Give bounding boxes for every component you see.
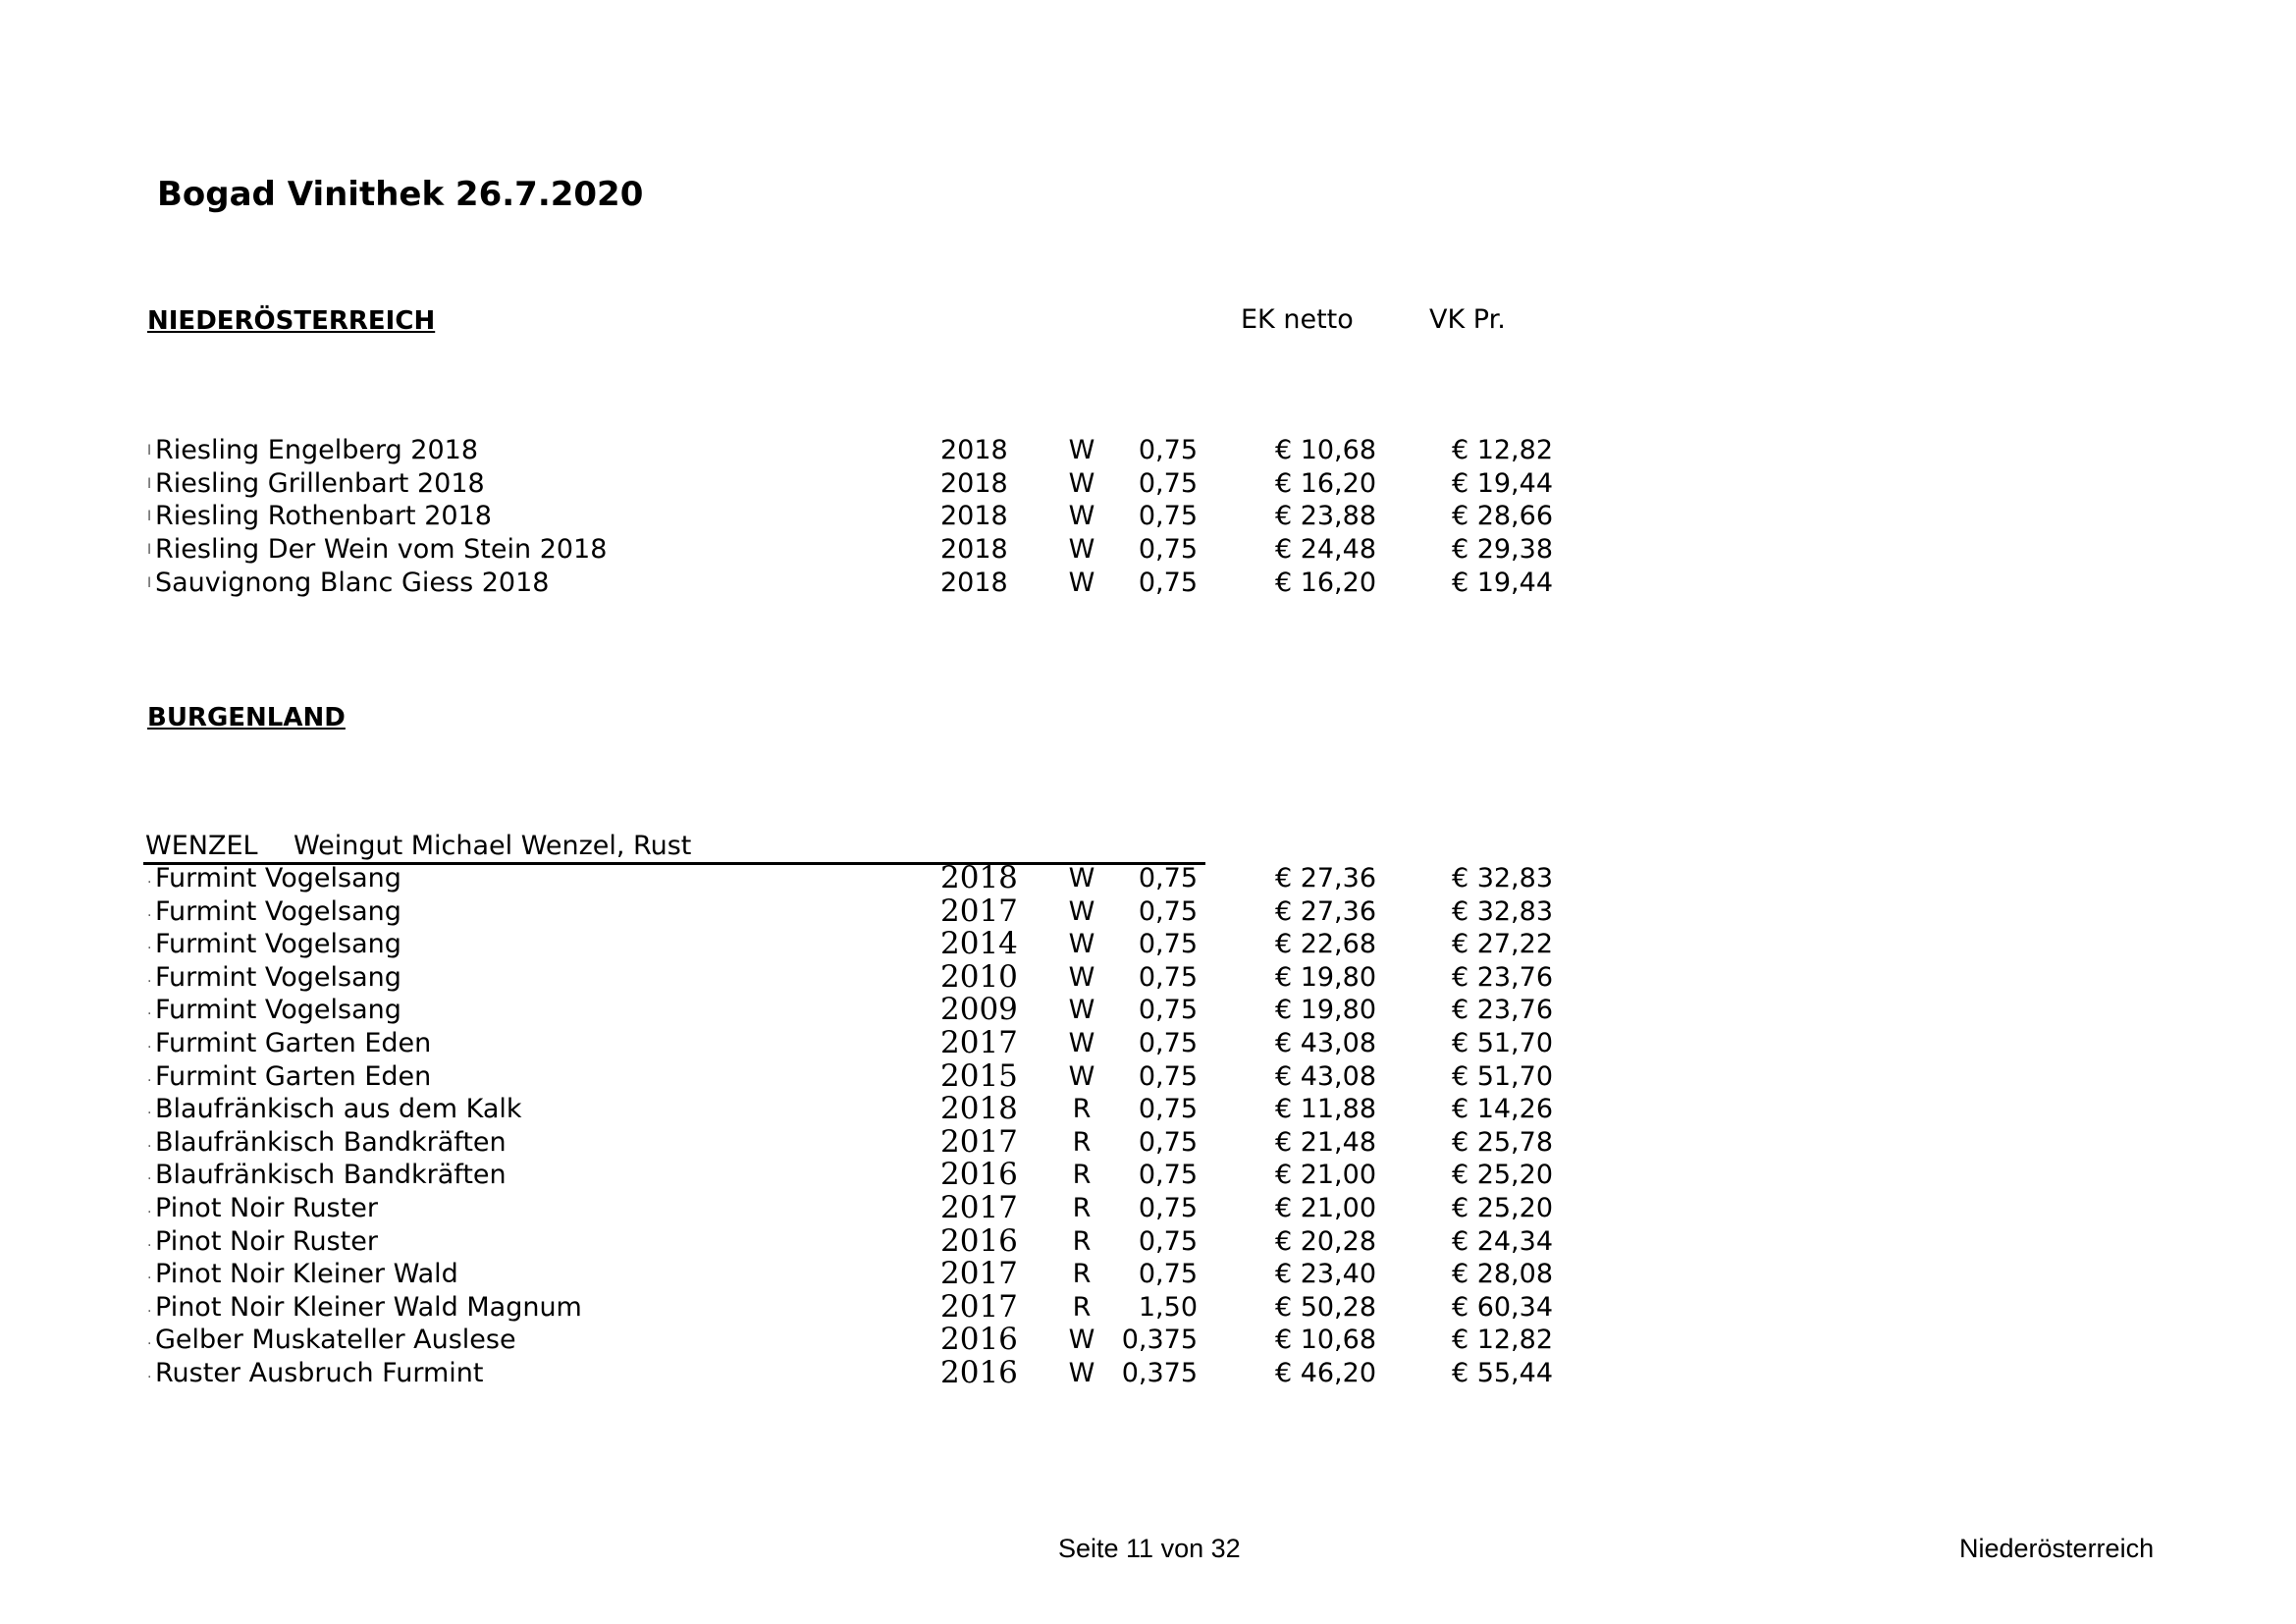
wine-type: W <box>1068 435 1095 465</box>
ek-netto-price: € 19,80 <box>1274 995 1376 1026</box>
table-row <box>0 860 2296 896</box>
bottle-volume: 0,75 <box>1138 1193 1198 1223</box>
vk-price: € 25,20 <box>1451 1160 1553 1191</box>
row-marker: . <box>147 1332 152 1349</box>
ek-netto-price: € 11,88 <box>1274 1094 1376 1125</box>
row-marker: . <box>147 1134 152 1151</box>
ek-netto-price: € 22,68 <box>1274 929 1376 960</box>
table-row <box>0 468 2296 502</box>
row-marker: . <box>147 1299 152 1316</box>
table-row <box>0 1355 2296 1391</box>
table-row <box>0 992 2296 1028</box>
bottle-volume: 0,75 <box>1138 961 1198 993</box>
vintage-year: 2016 <box>940 1157 1018 1193</box>
bottle-volume: 0,75 <box>1138 1028 1198 1058</box>
row-marker: . <box>147 1267 152 1283</box>
ek-netto-price: € 21,00 <box>1274 1160 1376 1191</box>
wine-type: W <box>1068 567 1095 598</box>
wine-name: Riesling Engelberg 2018 <box>155 435 479 465</box>
vintage-year: 2017 <box>940 1256 1018 1292</box>
ek-netto-price: € 27,36 <box>1274 863 1376 893</box>
wine-type: R <box>1072 1291 1092 1323</box>
row-marker: . <box>147 1102 152 1118</box>
bottle-volume: 0,75 <box>1138 467 1198 499</box>
row-marker: . <box>147 1366 152 1381</box>
vintage-year: 2017 <box>940 1025 1018 1060</box>
ek-netto-price: € 23,88 <box>1274 501 1376 532</box>
bottle-volume: 0,75 <box>1138 1060 1198 1092</box>
table-row <box>0 958 2296 996</box>
page-title: Bogad Vinithek 26.7.2020 <box>157 175 644 214</box>
ek-netto-price: € 46,20 <box>1274 1358 1376 1388</box>
bottle-volume: 0,75 <box>1138 1094 1198 1125</box>
wine-type: W <box>1068 863 1095 893</box>
vintage-year: 2016 <box>940 1322 1018 1358</box>
wine-name: Furmint Vogelsang <box>155 961 401 993</box>
ek-netto-price: € 27,36 <box>1274 895 1376 927</box>
vintage-year: 2014 <box>940 926 1018 962</box>
wine-type: W <box>1068 895 1095 927</box>
wine-name: Blaufränkisch Bandkräften <box>155 1126 507 1158</box>
wine-type: R <box>1072 1160 1092 1191</box>
table-row <box>0 534 2296 568</box>
vk-price: € 23,76 <box>1451 961 1553 993</box>
vk-price: € 12,82 <box>1451 435 1553 465</box>
vintage-year: 2017 <box>940 893 1018 929</box>
row-marker: I <box>147 475 152 492</box>
row-marker: . <box>147 1002 152 1019</box>
wine-type: W <box>1068 534 1095 566</box>
wine-name: Furmint Vogelsang <box>155 929 401 960</box>
vk-price: € 29,38 <box>1451 534 1553 566</box>
bottle-volume: 0,75 <box>1138 995 1198 1026</box>
row-marker: I <box>147 509 152 525</box>
ek-netto-price: € 16,20 <box>1274 467 1376 499</box>
wine-type: R <box>1072 1225 1092 1257</box>
table-row <box>0 1322 2296 1358</box>
wine-type: W <box>1068 961 1095 993</box>
bottle-volume: 1,50 <box>1138 1291 1198 1323</box>
vk-price: € 32,83 <box>1451 863 1553 893</box>
vk-price: € 19,44 <box>1451 467 1553 499</box>
ek-netto-price: € 10,68 <box>1274 1325 1376 1356</box>
bottle-volume: 0,375 <box>1121 1358 1198 1388</box>
wine-name: Pinot Noir Ruster <box>155 1193 378 1223</box>
wine-type: W <box>1068 467 1095 499</box>
bottle-volume: 0,75 <box>1138 863 1198 893</box>
vk-price: € 60,34 <box>1451 1291 1553 1323</box>
column-header-ek-netto: EK netto <box>1241 304 1354 335</box>
ek-netto-price: € 20,28 <box>1274 1225 1376 1257</box>
vintage-year: 2018 <box>940 567 1008 598</box>
wine-name: Riesling Grillenbart 2018 <box>155 467 485 499</box>
vk-price: € 51,70 <box>1451 1060 1553 1092</box>
wine-name: Pinot Noir Kleiner Wald Magnum <box>155 1291 582 1323</box>
section-heading-niederoesterreich: NIEDERÖSTERREICH <box>147 306 436 336</box>
wine-name: Furmint Vogelsang <box>155 995 401 1026</box>
table-row <box>0 1123 2296 1161</box>
row-marker: . <box>147 1201 152 1217</box>
vintage-year: 2016 <box>940 1222 1018 1259</box>
wine-name: Gelber Muskateller Auslese <box>155 1325 516 1356</box>
vk-price: € 55,44 <box>1451 1358 1553 1388</box>
wine-type: W <box>1068 929 1095 960</box>
wine-type: W <box>1068 501 1095 532</box>
vk-price: € 32,83 <box>1451 895 1553 927</box>
table-row <box>0 1256 2296 1292</box>
wine-name: Sauvignong Blanc Giess 2018 <box>155 567 550 598</box>
ek-netto-price: € 21,00 <box>1274 1193 1376 1223</box>
wine-name: Furmint Garten Eden <box>155 1028 432 1058</box>
vintage-year: 2018 <box>940 435 1008 465</box>
wine-type: W <box>1068 1325 1095 1356</box>
wine-name: Blaufränkisch aus dem Kalk <box>155 1094 522 1125</box>
ek-netto-price: € 50,28 <box>1274 1291 1376 1323</box>
vintage-year: 2018 <box>940 534 1008 566</box>
vintage-year: 2015 <box>940 1057 1018 1094</box>
column-header-vk-preis: VK Pr. <box>1429 304 1506 335</box>
ek-netto-price: € 23,40 <box>1274 1259 1376 1290</box>
wine-type: R <box>1072 1094 1092 1125</box>
wine-type: W <box>1068 1028 1095 1058</box>
bottle-volume: 0,75 <box>1138 501 1198 532</box>
ek-netto-price: € 16,20 <box>1274 567 1376 598</box>
producer-code: WENZEL <box>145 831 258 861</box>
vk-price: € 23,76 <box>1451 995 1553 1026</box>
bottle-volume: 0,75 <box>1138 1160 1198 1191</box>
bottle-volume: 0,75 <box>1138 929 1198 960</box>
bottle-volume: 0,75 <box>1138 1259 1198 1290</box>
vk-price: € 28,08 <box>1451 1259 1553 1290</box>
table-row <box>0 568 2296 601</box>
row-marker: . <box>147 1233 152 1250</box>
vk-price: € 14,26 <box>1451 1094 1553 1125</box>
vk-price: € 25,78 <box>1451 1126 1553 1158</box>
vintage-year: 2017 <box>940 1288 1018 1325</box>
wine-type: R <box>1072 1193 1092 1223</box>
row-marker: . <box>147 937 152 953</box>
table-row <box>0 893 2296 930</box>
vk-price: € 27,22 <box>1451 929 1553 960</box>
row-marker: . <box>147 1167 152 1184</box>
row-marker: I <box>147 542 152 559</box>
bottle-volume: 0,75 <box>1138 1225 1198 1257</box>
wine-type: R <box>1072 1126 1092 1158</box>
vintage-year: 2009 <box>940 992 1018 1028</box>
wine-name: Furmint Vogelsang <box>155 863 401 893</box>
ek-netto-price: € 19,80 <box>1274 961 1376 993</box>
wine-name: Blaufränkisch Bandkräften <box>155 1160 507 1191</box>
row-marker: I <box>147 574 152 591</box>
row-marker: . <box>147 1068 152 1085</box>
row-marker: . <box>147 903 152 920</box>
bottle-volume: 0,75 <box>1138 1126 1198 1158</box>
ek-netto-price: € 43,08 <box>1274 1028 1376 1058</box>
row-marker: . <box>147 871 152 887</box>
vk-price: € 12,82 <box>1451 1325 1553 1356</box>
vintage-year: 2016 <box>940 1355 1018 1390</box>
vintage-year: 2017 <box>940 1123 1018 1160</box>
bottle-volume: 0,75 <box>1138 895 1198 927</box>
section-heading-burgenland: BURGENLAND <box>147 703 346 732</box>
ek-netto-price: € 10,68 <box>1274 435 1376 465</box>
ek-netto-price: € 24,48 <box>1274 534 1376 566</box>
wine-name: Pinot Noir Ruster <box>155 1225 378 1257</box>
wine-type: R <box>1072 1259 1092 1290</box>
bottle-volume: 0,375 <box>1121 1325 1198 1356</box>
vintage-year: 2018 <box>940 501 1008 532</box>
bottle-volume: 0,75 <box>1138 534 1198 566</box>
bottle-volume: 0,75 <box>1138 567 1198 598</box>
vintage-year: 2010 <box>940 958 1018 995</box>
table-row <box>0 1190 2296 1226</box>
table-row <box>0 1288 2296 1326</box>
wine-type: W <box>1068 995 1095 1026</box>
ek-netto-price: € 21,48 <box>1274 1126 1376 1158</box>
wine-name: Ruster Ausbruch Furmint <box>155 1358 484 1388</box>
vintage-year: 2017 <box>940 1190 1018 1225</box>
wine-name: Riesling Rothenbart 2018 <box>155 501 492 532</box>
table-row <box>0 1091 2296 1127</box>
table-row <box>0 1025 2296 1061</box>
wine-type: W <box>1068 1358 1095 1388</box>
wine-type: W <box>1068 1060 1095 1092</box>
footer-region: Niederösterreich <box>1959 1534 2155 1563</box>
vintage-year: 2018 <box>940 860 1018 895</box>
vk-price: € 19,44 <box>1451 567 1553 598</box>
ek-netto-price: € 43,08 <box>1274 1060 1376 1092</box>
row-marker: . <box>147 1036 152 1052</box>
wine-name: Furmint Garten Eden <box>155 1060 432 1092</box>
table-row <box>0 926 2296 962</box>
table-row <box>0 1057 2296 1095</box>
table-row <box>0 501 2296 534</box>
row-marker: . <box>147 969 152 986</box>
table-row <box>0 1157 2296 1193</box>
bottle-volume: 0,75 <box>1138 435 1198 465</box>
vk-price: € 25,20 <box>1451 1193 1553 1223</box>
vintage-year: 2018 <box>940 467 1008 499</box>
table-row <box>0 435 2296 468</box>
vk-price: € 24,34 <box>1451 1225 1553 1257</box>
producer-description: Weingut Michael Wenzel, Rust <box>294 831 692 861</box>
vintage-year: 2018 <box>940 1091 1018 1127</box>
wine-name: Furmint Vogelsang <box>155 895 401 927</box>
table-row <box>0 1222 2296 1260</box>
page-number: Seite 11 von 32 <box>1058 1534 1241 1563</box>
row-marker: I <box>147 443 152 459</box>
wine-name: Riesling Der Wein vom Stein 2018 <box>155 534 608 566</box>
wine-name: Pinot Noir Kleiner Wald <box>155 1259 458 1290</box>
vk-price: € 51,70 <box>1451 1028 1553 1058</box>
vk-price: € 28,66 <box>1451 501 1553 532</box>
